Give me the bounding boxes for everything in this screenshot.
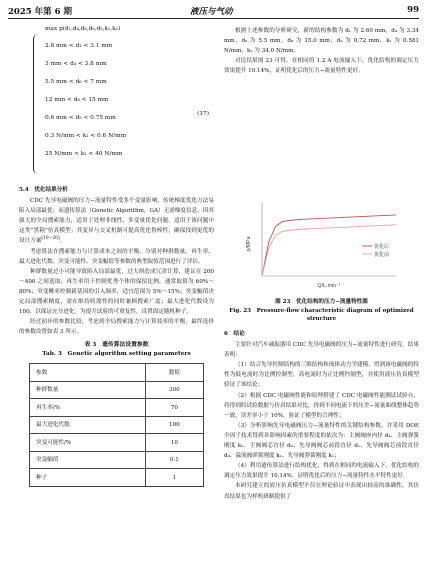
conclusion-item: （2）根据 CDC 电磁阀性能和原理搭建了 CDC 电磁阀性能测试试验台，将得到的试验数据与仿真结果对比，得到不同电流下的压差−流量曲线整体趋势一致，误差率小于 10%，验证了模型的合理性； bbox=[224, 392, 419, 419]
section-title: 5.4 优化结果分析 bbox=[19, 187, 68, 193]
conclusion-item: （3）分析影响先导电磁阀压力−流量特性的关键结构参数，并采用 DOE 全因子技术得到各影响因素的重要程度的依次为：主阀阀座内径 d₄、主阀弹簧刚度 k₂、主阀阀芯直径 d₆、先导阀阀芯前段直径 d₁、先导阀阀芯前段直径 d₉、溢流阀弹簧刚度 k₁、先导阀弹簧刚度 k₁； bbox=[224, 422, 419, 460]
series-line-original bbox=[262, 225, 396, 276]
paragraph: 种群数量过小可能导致陷入局部最优，过大则造成冗余计算，建议在 200～400 之间选取；再生率用于控制优秀个体的保留比例，通常取值为 60%～80%；突变概率控制新基因的引入频率，适宜范围为 5%～15%；突变幅值决定局部搜索精度，需在维持收敛性的同时兼顾搜索广度；最大进化代数设为 100，以保证充分进化。为提升试验的可重复性，设置固定随机种子。 bbox=[19, 268, 214, 316]
figure-caption-en: Fig. 23 Pressure-flow characteristic diagram of optimized structure bbox=[229, 307, 414, 322]
paragraph: 主要针对汽车减振器用 CDC 先导电磁阀的压力−流量特性进行研究，结果表明： bbox=[224, 342, 419, 359]
table-row: 种子 1 bbox=[30, 469, 204, 487]
header-rule bbox=[8, 18, 419, 19]
paragraph: 考虑算法在搜索能力与计算成本之间的平衡，分别对种群数量、再生率、最大进化代数、突变可能性、突变幅值等参数的典型取值范围进行了评估。 bbox=[19, 248, 214, 265]
right-column-bottom bbox=[224, 326, 419, 502]
journal-issue: 2025 年第 6 期 bbox=[8, 7, 72, 17]
table-header-row bbox=[30, 364, 204, 382]
equation-line: 2.8 mm < d₁ < 3.1 mm bbox=[45, 43, 113, 49]
figure-caption-cn: 图 23 优化结构的压力−流量特性图 bbox=[275, 299, 368, 305]
equation-line: 12 mm < d₈ < 15 mm bbox=[45, 97, 109, 103]
legend-label: 优化前 bbox=[374, 251, 390, 258]
y-axis-label: p/MPa bbox=[246, 236, 252, 252]
paragraph: 对比结果图 23 可得，在相同的 1.2 A 电流输入下，优化结构的调定压力效果提升 10.14%，证明优化后的压力−流量特性更好。 bbox=[224, 58, 419, 75]
pressure-flow-chart bbox=[244, 196, 404, 290]
table-header: 数值 bbox=[145, 364, 203, 382]
equation-line: max p(d₁,d₄,d₆,d₈,d₉,k₁,k₂) bbox=[45, 26, 121, 32]
table-row: 再生率/% 70 bbox=[30, 399, 204, 417]
paragraph: CDC 先导电磁阀的压力−流量特性受多个变量影响，传统梯度优化方法易陷入局部最优；而遗传算法（Genetic Algorithm，GA）无需梯度信息，因其强大的全局搜索能力，适用于处理非线性、多变量优化问题，适用于该问题中这类“黑箱”仿真模型；其变异与交叉机制可提高优化鲁棒性，确保找到更优的设计方案[19−20]。 bbox=[19, 198, 214, 245]
equation-line: 25 N/mm < k₂ < 40 N/mm bbox=[45, 151, 123, 157]
table-row: 最大进化代数 100 bbox=[30, 416, 204, 434]
table-caption bbox=[19, 341, 214, 359]
equation-17 bbox=[33, 26, 215, 178]
table-row: 突变幅值 0.1 bbox=[30, 451, 204, 469]
conclusion-item: （1）结合先导控制结构的三维结构和流体动力学建模，得到该电磁阀的特性为低电流时为比例控制型，高电流时为正比例控制型，并使用液压仿真模型验证了该结论； bbox=[224, 362, 419, 389]
left-column bbox=[19, 182, 214, 487]
figure-caption bbox=[224, 298, 419, 324]
table-caption-en: Tab. 3 Genetic algorithm setting parameters bbox=[42, 351, 191, 358]
page-number: 99 bbox=[407, 5, 419, 15]
equation-number: (17) bbox=[197, 111, 209, 117]
equation-line: 5.5 mm < d₆ < 7 mm bbox=[45, 79, 107, 85]
section-title: 6 结论 bbox=[224, 331, 245, 337]
equation-line: 0.6 mm < d₉ < 0.75 mm bbox=[45, 115, 116, 121]
table-caption-cn: 表 3 遗传算法设置参数 bbox=[84, 342, 149, 349]
equation-line: 3 mm < d₄ < 3.8 mm bbox=[45, 61, 107, 67]
table-row: 突变可能性/% 10 bbox=[30, 434, 204, 452]
paragraph: 根据上述参数的分析研究，新的结构参数为 d₁ 为 2.60 mm，d₄ 为 3.34 mm，d₆ 为 5.5 mm，d₈ 为 15.0 mm，d₉ 为 0.72 mm，k₁ 为 0.581 N/mm，k₂ 为 34.0 N/mm。 bbox=[224, 28, 419, 55]
citation: [19−20] bbox=[41, 236, 60, 242]
legend-label: 优化后 bbox=[374, 243, 390, 250]
table-header: 参数 bbox=[30, 364, 146, 382]
equation-line: 0.3 N/mm < k₁ < 0.6 N/mm bbox=[45, 133, 127, 139]
paragraph: 经过初步的参数比较，考虑到全局搜索能力与计算效率的平衡，最终选择的参数设置如表 3 所示。 bbox=[19, 319, 214, 336]
parameters-table bbox=[29, 363, 204, 487]
paragraph: 本研究建立的液压仿真模型不仅在理论验证中表现出较高的准确性，其仿真结果也为样机研制提供了 bbox=[224, 483, 419, 500]
journal-name: 液压与气动 bbox=[190, 7, 233, 17]
page-header bbox=[8, 5, 419, 17]
right-column-top bbox=[224, 26, 419, 76]
x-axis-label: Q/L·min⁻¹ bbox=[317, 283, 341, 289]
conclusion-item: （4）利用遗传算法进行结构优化，得到在相同的电流输入下，优化结构的调定压力效果提升 10.14%，证明优化后的压力−流量特性水平特性更好。 bbox=[224, 463, 419, 480]
equation-brace bbox=[33, 34, 41, 174]
table-row: 种群数量 300 bbox=[30, 381, 204, 399]
